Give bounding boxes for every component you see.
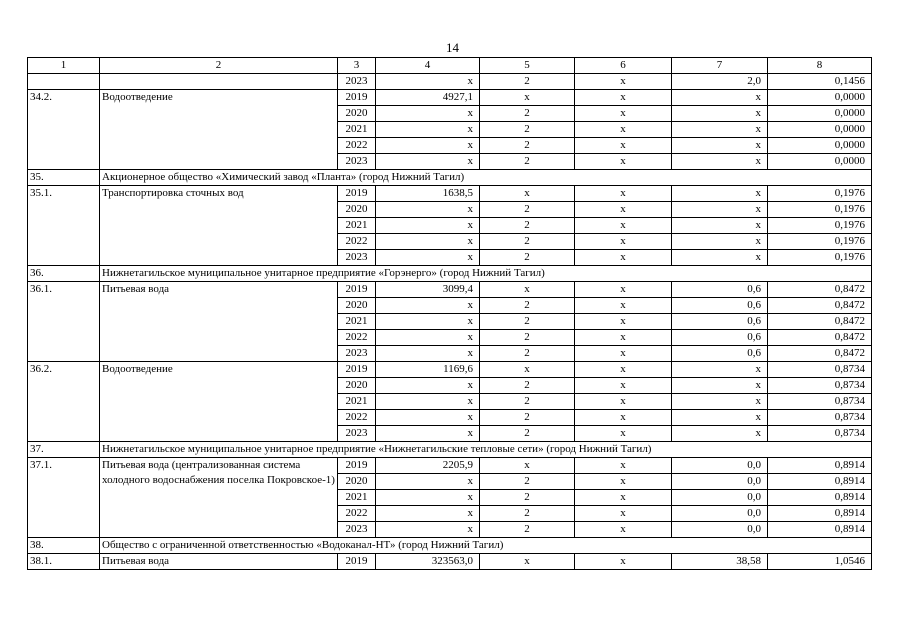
col7-cell: x [672,202,768,218]
col8-cell: 0,8734 [768,362,872,378]
org-name-cell: Акционерное общество «Химический завод «Планта» (город Нижний Тагил) [100,170,872,186]
col5-cell: 2 [480,106,575,122]
col6-cell: x [575,154,672,170]
col7-cell: x [672,122,768,138]
col6-cell: x [575,490,672,506]
year-cell: 2019 [338,554,376,570]
col8-cell: 0,8472 [768,298,872,314]
col6-cell: x [575,138,672,154]
col6-cell: x [575,362,672,378]
col4-cell: x [376,202,480,218]
table-row [28,90,872,106]
col5-cell: 2 [480,522,575,538]
col8-cell: 0,8734 [768,394,872,410]
table-row [28,362,872,378]
col8-cell: 0,8914 [768,458,872,474]
item-name-cell: Транспортировка сточных вод [100,186,338,266]
org-row [28,170,872,186]
col7-cell: x [672,394,768,410]
col7-cell: 38,58 [672,554,768,570]
item-name-cell: Водоотведение [100,90,338,170]
col5-cell: 2 [480,154,575,170]
col4-cell: x [376,394,480,410]
year-cell: 2023 [338,74,376,90]
col7-cell: x [672,426,768,442]
col5-cell: 2 [480,74,575,90]
col7-cell: 0,6 [672,282,768,298]
col4-cell: x [376,506,480,522]
item-name-cell: Питьевая вода [100,554,338,570]
col8-cell: 0,8472 [768,282,872,298]
col5-cell: 2 [480,410,575,426]
col5-cell: x [480,362,575,378]
col5-cell: 2 [480,394,575,410]
col8-cell: 0,1976 [768,218,872,234]
col7-cell: x [672,186,768,202]
col4-cell: x [376,74,480,90]
col5-cell: x [480,458,575,474]
col6-cell: x [575,106,672,122]
col5-cell: 2 [480,138,575,154]
col8-cell: 0,1976 [768,250,872,266]
col6-cell: x [575,218,672,234]
org-row [28,266,872,282]
col4-cell: x [376,378,480,394]
col4-cell: x [376,346,480,362]
col8-cell: 0,8734 [768,426,872,442]
col8-cell: 1,0546 [768,554,872,570]
col7-cell: x [672,250,768,266]
col6-cell: x [575,282,672,298]
col8-cell: 0,0000 [768,138,872,154]
org-number-cell: 35. [28,170,100,186]
col4-cell: 2205,9 [376,458,480,474]
col5-cell: 2 [480,122,575,138]
col8-cell: 0,8734 [768,410,872,426]
item-number-cell: 35.1. [28,186,100,266]
header-cell: 5 [480,58,575,74]
item-name-cell: Питьевая вода (централизованная система холодного водоснабжения поселка Покровское-1) [100,458,338,538]
col4-cell: x [376,330,480,346]
col4-cell: 3099,4 [376,282,480,298]
year-cell: 2022 [338,506,376,522]
col6-cell: x [575,346,672,362]
item-number-cell: 38.1. [28,554,100,570]
col8-cell: 0,8734 [768,378,872,394]
col4-cell: x [376,298,480,314]
table-row [28,554,872,570]
col8-cell: 0,0000 [768,90,872,106]
col7-cell: 0,0 [672,490,768,506]
col5-cell: 2 [480,298,575,314]
col6-cell: x [575,426,672,442]
col6-cell: x [575,506,672,522]
col4-cell: x [376,106,480,122]
org-name-cell: Общество с ограниченной ответственностью «Водоканал-НТ» (город Нижний Тагил) [100,538,872,554]
item-number-cell: 34.2. [28,90,100,170]
item-name-cell: Питьевая вода [100,282,338,362]
col5-cell: 2 [480,426,575,442]
year-cell: 2022 [338,330,376,346]
col7-cell: x [672,218,768,234]
col6-cell: x [575,298,672,314]
col5-cell: x [480,282,575,298]
col8-cell: 0,8472 [768,330,872,346]
col7-cell: 0,6 [672,330,768,346]
year-cell: 2023 [338,426,376,442]
col7-cell: x [672,138,768,154]
table-row [28,458,872,474]
col7-cell: 0,0 [672,506,768,522]
col5-cell: x [480,186,575,202]
table-row [28,74,872,90]
col7-cell: 0,0 [672,522,768,538]
col5-cell: 2 [480,202,575,218]
col7-cell: 0,0 [672,474,768,490]
col6-cell: x [575,202,672,218]
header-cell: 2 [100,58,338,74]
col6-cell: x [575,458,672,474]
col4-cell: x [376,218,480,234]
col6-cell: x [575,74,672,90]
col8-cell: 0,0000 [768,122,872,138]
year-cell: 2019 [338,458,376,474]
col6-cell: x [575,250,672,266]
col6-cell: x [575,394,672,410]
col8-cell: 0,8914 [768,474,872,490]
header-cell: 7 [672,58,768,74]
org-row [28,442,872,458]
year-cell: 2023 [338,522,376,538]
header-cell: 6 [575,58,672,74]
header-row [28,58,872,74]
year-cell: 2019 [338,90,376,106]
col4-cell: x [376,426,480,442]
org-number-cell: 38. [28,538,100,554]
year-cell: 2022 [338,234,376,250]
col4-cell: x [376,490,480,506]
year-cell: 2023 [338,346,376,362]
col7-cell: 0,0 [672,458,768,474]
col6-cell: x [575,522,672,538]
col4-cell: x [376,138,480,154]
col4-cell: 1169,6 [376,362,480,378]
col6-cell: x [575,330,672,346]
year-cell: 2020 [338,202,376,218]
col7-cell: 0,6 [672,298,768,314]
col8-cell: 0,1456 [768,74,872,90]
item-number-cell: 36.2. [28,362,100,442]
col7-cell: 2,0 [672,74,768,90]
item-number-cell: 37.1. [28,458,100,538]
org-name-cell: Нижнетагильское муниципальное унитарное предприятие «Горэнерго» (город Нижний Тагил) [100,266,872,282]
col4-cell: x [376,474,480,490]
item-number-cell: 36.1. [28,282,100,362]
col5-cell: 2 [480,474,575,490]
col5-cell: 2 [480,346,575,362]
col4-cell: 323563,0 [376,554,480,570]
col8-cell: 0,8914 [768,506,872,522]
col8-cell: 0,1976 [768,202,872,218]
org-number-cell: 37. [28,442,100,458]
table-row [28,186,872,202]
year-cell: 2021 [338,218,376,234]
col6-cell: x [575,186,672,202]
col4-cell: x [376,122,480,138]
year-cell: 2019 [338,282,376,298]
col6-cell: x [575,90,672,106]
year-cell: 2021 [338,490,376,506]
col7-cell: x [672,362,768,378]
col6-cell: x [575,410,672,426]
col7-cell: x [672,106,768,122]
col8-cell: 0,8914 [768,522,872,538]
col4-cell: x [376,522,480,538]
org-row [28,538,872,554]
header-cell: 3 [338,58,376,74]
col6-cell: x [575,122,672,138]
col5-cell: x [480,554,575,570]
col4-cell: x [376,410,480,426]
header-cell: 1 [28,58,100,74]
year-cell: 2023 [338,250,376,266]
col4-cell: x [376,250,480,266]
number-cell [28,74,100,90]
col8-cell: 0,1976 [768,186,872,202]
col8-cell: 0,8472 [768,346,872,362]
org-number-cell: 36. [28,266,100,282]
col5-cell: 2 [480,330,575,346]
year-cell: 2019 [338,186,376,202]
col5-cell: x [480,90,575,106]
col7-cell: x [672,154,768,170]
col5-cell: 2 [480,314,575,330]
col8-cell: 0,8914 [768,490,872,506]
table-row [28,282,872,298]
col6-cell: x [575,554,672,570]
col5-cell: 2 [480,250,575,266]
item-name-cell: Водоотведение [100,362,338,442]
col7-cell: x [672,234,768,250]
col5-cell: 2 [480,506,575,522]
col5-cell: 2 [480,234,575,250]
col7-cell: x [672,90,768,106]
col7-cell: x [672,410,768,426]
org-name-cell: Нижнетагильское муниципальное унитарное предприятие «Нижнетагильские тепловые сети» (город Нижний Тагил) [100,442,872,458]
col6-cell: x [575,378,672,394]
year-cell: 2022 [338,138,376,154]
col8-cell: 0,1976 [768,234,872,250]
year-cell: 2020 [338,298,376,314]
col8-cell: 0,0000 [768,106,872,122]
col8-cell: 0,8472 [768,314,872,330]
col5-cell: 2 [480,378,575,394]
col6-cell: x [575,314,672,330]
name-cell [100,74,338,90]
header-cell: 4 [376,58,480,74]
year-cell: 2020 [338,106,376,122]
col4-cell: x [376,234,480,250]
col8-cell: 0,0000 [768,154,872,170]
col7-cell: x [672,378,768,394]
year-cell: 2023 [338,154,376,170]
col5-cell: 2 [480,490,575,506]
col7-cell: 0,6 [672,346,768,362]
year-cell: 2021 [338,122,376,138]
tariff-table [27,57,872,570]
col6-cell: x [575,474,672,490]
year-cell: 2022 [338,410,376,426]
page-number: 14 [446,40,459,55]
col6-cell: x [575,234,672,250]
col7-cell: 0,6 [672,314,768,330]
col4-cell: 4927,1 [376,90,480,106]
col4-cell: x [376,314,480,330]
header-cell: 8 [768,58,872,74]
year-cell: 2020 [338,474,376,490]
year-cell: 2019 [338,362,376,378]
col4-cell: 1638,5 [376,186,480,202]
year-cell: 2020 [338,378,376,394]
year-cell: 2021 [338,314,376,330]
col4-cell: x [376,154,480,170]
col5-cell: 2 [480,218,575,234]
year-cell: 2021 [338,394,376,410]
